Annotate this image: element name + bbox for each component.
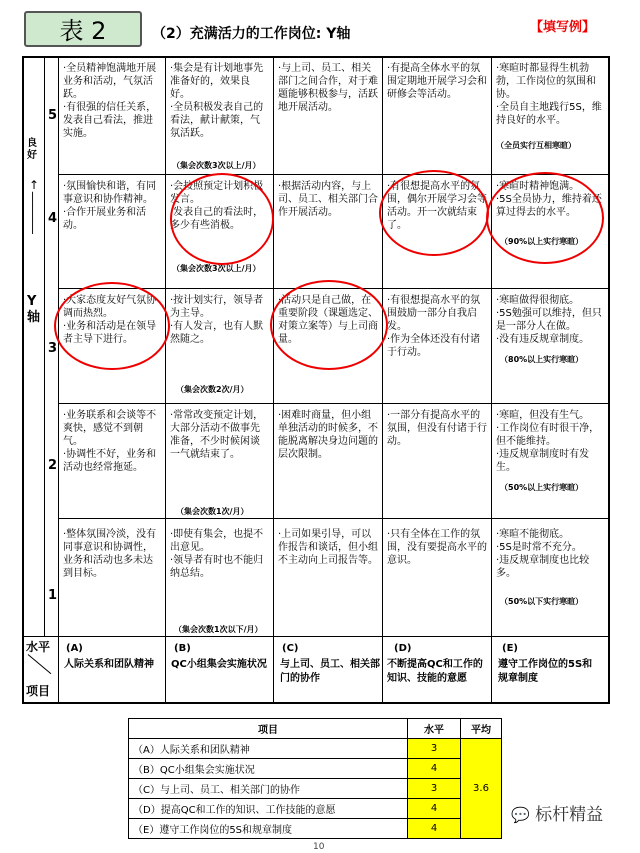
count-5-E: （全员实行互相寒暄） — [496, 141, 576, 150]
footer-logo-text: 标杆精益 — [535, 805, 604, 825]
cell-2-A: ·业务联系和会谈等不爽快，感觉不到朝气。 ·协调性不好，业务和活动也经常拖延。 — [63, 410, 157, 473]
selection-circle-E4 — [486, 172, 604, 264]
count-4-E: （90%以上实行寒暄） — [500, 237, 584, 246]
cell-1-A: ·整体氛围冷淡，没有同事意识和协调性，业务和活动也多未达到目标。 — [63, 529, 157, 579]
column-d-letter: (D) — [394, 643, 412, 654]
level-1: 1 — [48, 588, 58, 603]
diagonal-divider — [28, 654, 52, 674]
summary-level-b: 4 — [408, 759, 461, 779]
summary-header-level: 水平 — [408, 719, 461, 739]
evaluation-grid — [22, 56, 610, 704]
selection-circle-D4 — [379, 170, 489, 256]
column-c-name: 与上司、员工、相关部门的协作 — [280, 659, 380, 684]
column-c-letter: (C) — [282, 643, 299, 654]
selection-circle-C3 — [270, 280, 388, 370]
count-2-B: （集会次数1次/月） — [176, 507, 249, 516]
cell-4-D: ·有很想提高水平的氛围，偶尔开展学习会等活动。开一次就结束了。 — [387, 181, 487, 231]
page-subtitle: （2）充满活力的工作岗位: Y轴 — [152, 26, 351, 42]
level-4: 4 — [48, 211, 58, 226]
cell-2-C: ·困难时商量，但小组单独活动的时候多，不能脱离解决身边问题的层次限制。 — [278, 410, 378, 460]
count-1-B: （集会次数1次以下/月） — [174, 625, 263, 634]
cell-1-B: ·即使有集会，也提不出意见。 ·领导者有时也不能归纳总结。 — [170, 529, 264, 579]
cell-3-E: ·寒暄做得很彻底。 ·5S勉强可以维持，但只是一部分人在做。 ·没有违反规章制度。 — [496, 295, 602, 345]
summary-table — [128, 718, 502, 839]
column-b-name: QC小组集会实施状况 — [171, 659, 267, 670]
cell-1-C: ·上司如果引导，可以作报告和谈话，但小组不主动向上司报告等。 — [278, 529, 378, 566]
summary-header-item: 项目 — [129, 719, 408, 739]
column-d-name: 不断提高QC和工作的知识、技能的意愿 — [387, 659, 483, 684]
count-2-E: （50%以上实行寒暄） — [500, 483, 584, 492]
summary-level-d: 4 — [408, 799, 461, 819]
cell-2-B: ·常常改变预定计划，大部分活动不做事先准备，不少时候闲谈一气就结束了。 — [170, 410, 264, 460]
cell-1-E: ·寒暄不能彻底。 ·5S是时常不充分。 ·违反规章制度也比较多。 — [496, 529, 590, 579]
column-e-name: 遵守工作岗位的5S和规章制度 — [498, 659, 593, 684]
cell-5-C: ·与上司、员工、相关部门之间合作，对于难题能够积极参与，活跃地开展活动。 — [278, 63, 378, 113]
cell-5-E: ·寒暄时都显得生机勃勃，工作岗位的氛围和协。 ·全员自主地践行5S，维持良好的水平。 — [496, 63, 602, 126]
summary-level-e: 4 — [408, 819, 461, 839]
count-3-E: （80%以上实行寒暄） — [500, 355, 584, 364]
count-1-E: （50%以下实行寒暄） — [500, 597, 584, 606]
cell-3-A: ·大家态度友好气氛协调而热烈。 ·业务和活动是在领导者主导下进行。 — [63, 295, 157, 345]
footer-logo — [511, 800, 603, 825]
cell-3-B: ·按计划实行，领导者为主导。 ·有人发言，也有人默然随之。 — [170, 295, 264, 345]
cell-1-D: ·只有全体在工作的氛围，没有要提高水平的意识。 — [387, 529, 487, 566]
column-b-letter: (B) — [174, 643, 191, 654]
column-a-letter: (A) — [66, 643, 83, 654]
cell-5-D: ·有提高全体水平的氛围定期地开展学习会和研修会等活动。 — [387, 63, 487, 100]
cell-4-C: ·根据活动内容，与上司、员工、相关部门合作开展活动。 — [278, 181, 378, 218]
chat-bubble-icon: 💬 — [511, 806, 530, 824]
cell-4-E: ·寒暄时精神饱满。 ·5S全员协力，维持着还算过得去的水平。 — [496, 181, 602, 218]
count-3-B: （集会次数2次/月） — [176, 385, 249, 394]
summary-item-d: （D）提高QC和工作的知识、工作技能的意愿 — [129, 799, 408, 819]
cell-3-D: ·有很想提高水平的氛围鼓励一部分自我启发。 ·作为全体还没有付诸于行动。 — [387, 295, 481, 358]
page-number: 10 — [313, 842, 325, 852]
cell-2-D: ·一部分有提高水平的氛围，但没有付诸于行动。 — [387, 410, 487, 447]
count-4-B: （集会次数3次以上/月） — [172, 264, 261, 273]
level-3: 3 — [48, 341, 58, 356]
cell-4-B: ·会按照预定计划积极发言。 ·发表自己的看法时，多少有些消极。 — [170, 181, 264, 231]
up-arrow-icon: ↑ │ │ │ — [29, 178, 40, 234]
summary-header-average: 平均 — [461, 719, 502, 739]
level-2: 2 — [48, 458, 58, 473]
cell-5-A: ·全员精神饱满地开展业务和活动，气氛活跃。 ·有很强的信任关系，发表自己看法，推进实施。 — [63, 63, 157, 139]
axis-level-label: 水平 — [26, 640, 51, 654]
column-a-name: 人际关系和团队精神 — [64, 659, 154, 670]
summary-average: 3.6 — [461, 739, 502, 839]
cell-2-E: ·寒暄，但没有生气。 ·工作岗位有时很干净，但不能维持。 ·违反规章制度时有发生。 — [496, 410, 600, 473]
summary-level-c: 3 — [408, 779, 461, 799]
summary-item-e: （E）遵守工作岗位的5S和规章制度 — [129, 819, 408, 839]
y-axis-label: Y轴 — [27, 294, 41, 325]
level-5: 5 — [48, 108, 58, 123]
good-label: 良好 — [27, 138, 37, 161]
selection-circle-A3 — [54, 282, 170, 370]
summary-item-a: （A）人际关系和团队精神 — [129, 739, 408, 759]
table-title-box: 表 2 — [24, 11, 142, 47]
selection-circle-B4 — [170, 173, 274, 265]
cell-5-B: ·集会是有计划地事先准备好的，效果良好。 ·全员积极发表自己的看法，献计献策，气氛活跃。 — [170, 63, 264, 139]
column-e-letter: (E) — [502, 643, 518, 654]
cell-3-C: ·活动只是自己做，在重要阶段（课题选定、对策立案等）与上司商量。 — [278, 295, 378, 345]
count-5-B: （集会次数3次以上/月） — [172, 161, 261, 170]
fill-example-note: 【填写例】 — [530, 20, 596, 35]
axis-item-label: 项目 — [26, 684, 51, 698]
summary-item-b: （B）QC小组集会实施状况 — [129, 759, 408, 779]
summary-item-c: （C）与上司、员工、相关部门的协作 — [129, 779, 408, 799]
summary-level-a: 3 — [408, 739, 461, 759]
cell-4-A: ·氛围愉快和谐，有同事意识和协作精神。 ·合作开展业务和活动。 — [63, 181, 157, 231]
